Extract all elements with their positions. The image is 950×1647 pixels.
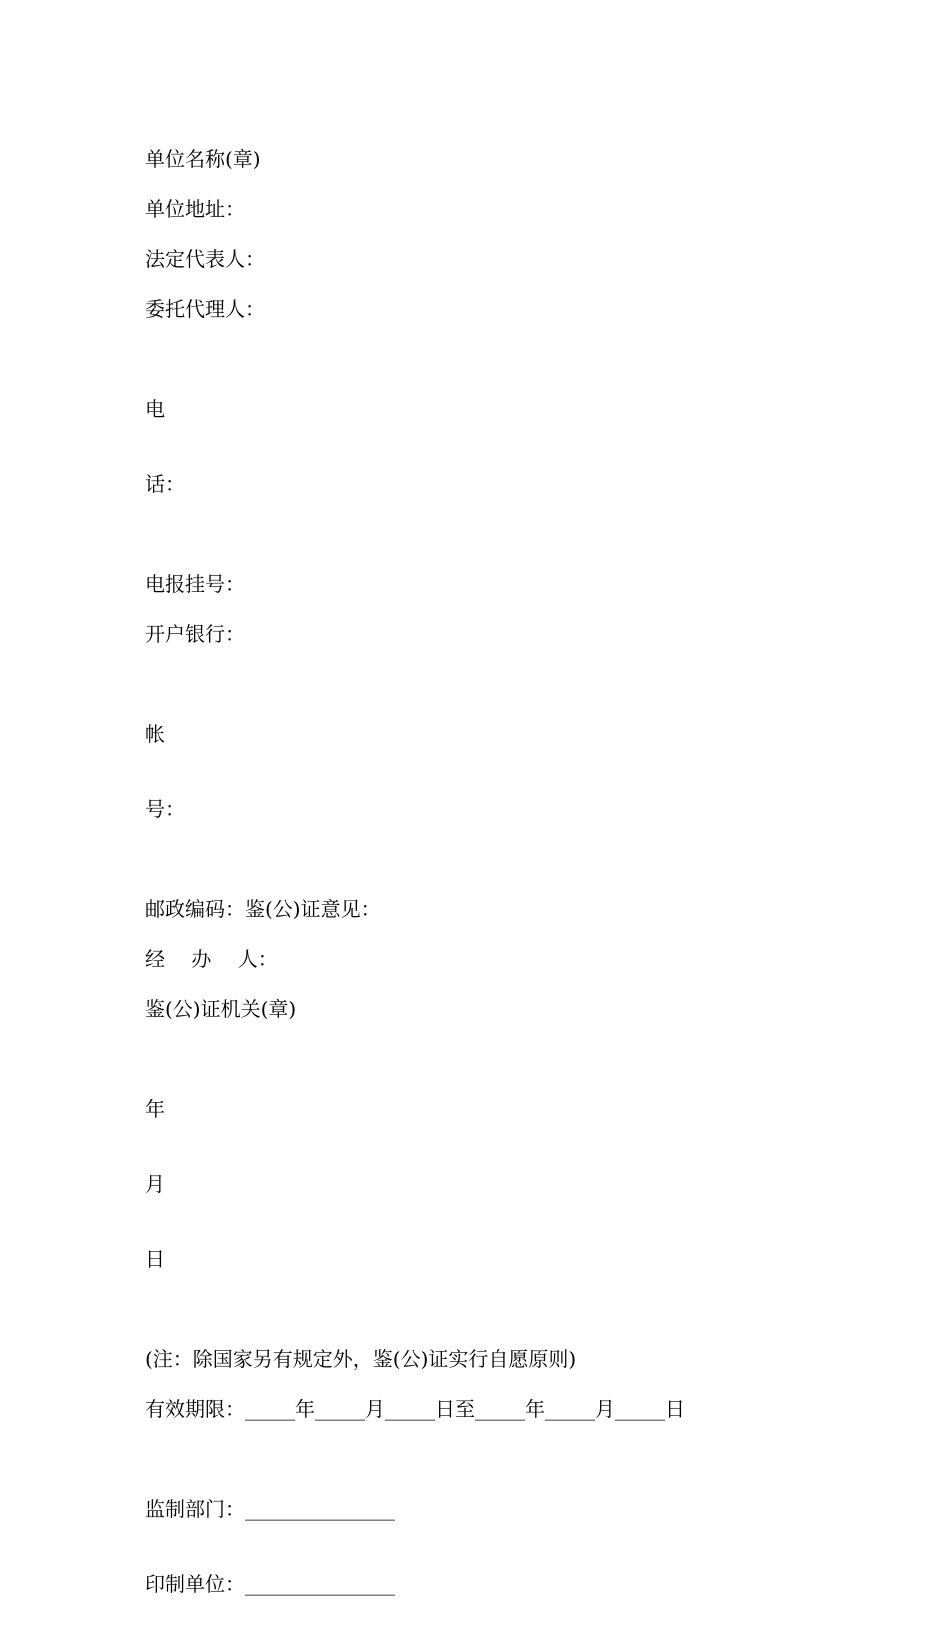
phone-label-line2: 话： [145, 472, 185, 496]
supervisor-line: 监制部门：_______________ [145, 1497, 395, 1521]
bank-label: 开户银行： [145, 622, 245, 646]
account-label-line2: 号： [145, 797, 185, 821]
validity-line: 有效期限：_____年_____月_____日至_____年_____月_____日 [145, 1397, 685, 1421]
handler-label: 经 办 人： [145, 947, 278, 971]
date-block [145, 1047, 865, 1322]
printer-line: 印制单位：_______________ [145, 1572, 395, 1596]
postal-notary-label: 邮政编码：鉴(公)证意见： [145, 897, 381, 921]
account-label-line1: 帐 [145, 722, 165, 746]
footer-block [145, 1447, 865, 1647]
account-label [145, 672, 865, 872]
phone-label-line1: 电 [145, 397, 165, 421]
note-text: (注：除国家另有规定外，鉴(公)证实行自愿原则) [145, 1347, 577, 1371]
legal-representative-label: 法定代表人： [145, 247, 265, 271]
telegraph-label: 电报挂号： [145, 572, 245, 596]
phone-label [145, 347, 865, 547]
unit-address-label: 单位地址： [145, 197, 245, 221]
date-day: 日 [145, 1247, 165, 1271]
agent-label: 委托代理人： [145, 297, 265, 321]
date-year: 年 [145, 1097, 165, 1121]
unit-name-label: 单位名称(章) [145, 147, 261, 171]
date-month: 月 [145, 1172, 165, 1196]
notary-office-label: 鉴(公)证机关(章) [145, 997, 297, 1021]
document-content [145, 147, 865, 1647]
